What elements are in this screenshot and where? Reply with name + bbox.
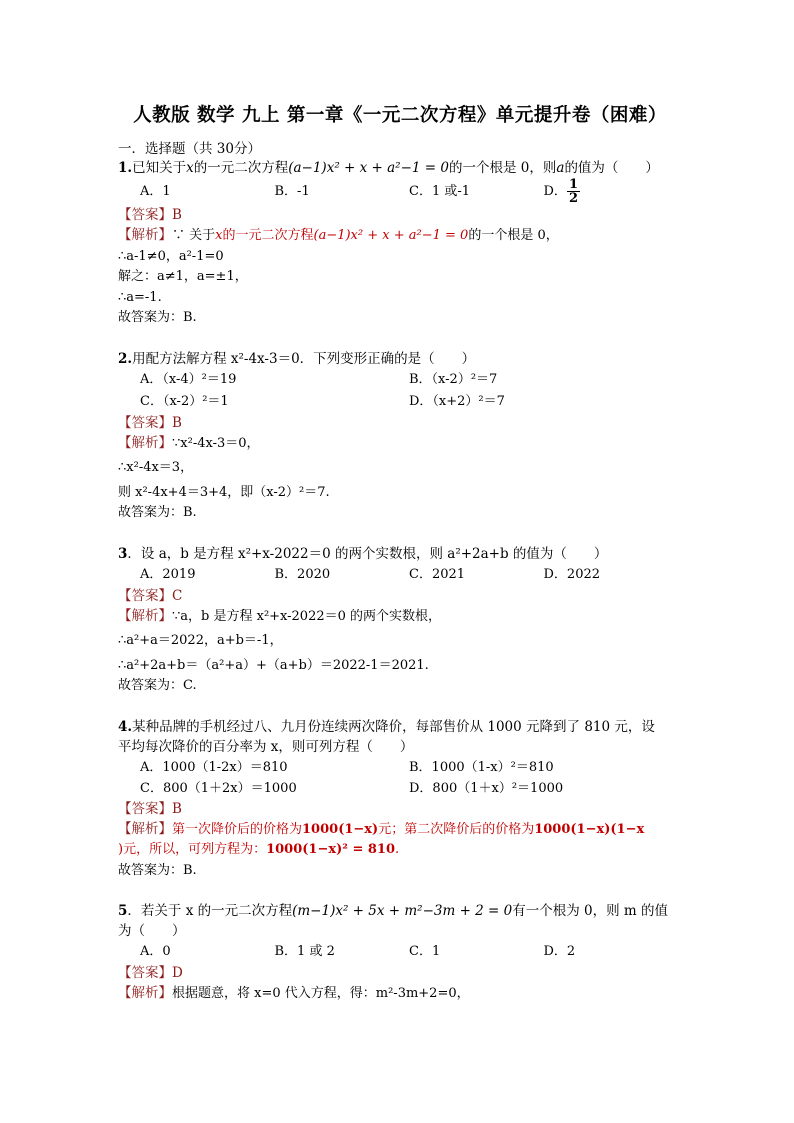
question-2: 2.用配方法解方程 x²-4x-3＝0．下列变形正确的是（ ） [118, 350, 476, 367]
analysis: 【解析】第一次降价后的价格为1000(1−x)元；第二次降价后的价格为1000(1−x)(1−x )元，所以，可列方程为：1000(1−x)² = 810. 故答案为：B. [118, 820, 645, 878]
question-3: 3．设 a，b 是方程 x²+x-2022＝0 的两个实数根，则 a²+2a+b 的值为（ ） [118, 545, 608, 562]
option-a: A．1000（1-2x）＝810 [140, 759, 288, 775]
option-a: A．1 [140, 183, 171, 199]
options [118, 369, 678, 391]
equation: (m−1)x² + 5x + m²−3m + 2 = 0 [292, 903, 513, 919]
fraction: $\frac{1}{2}$ [568, 177, 578, 206]
option-a: A．2019 [140, 566, 196, 582]
answer: 【答案】B [118, 207, 182, 223]
document-page [118, 104, 678, 1005]
analysis: 【解析】∵x²-4x-3＝0， ∴x²-4x＝3， 则 x²-4x+4＝3+4，即（x-2）²＝7. 故答案为：B. [118, 434, 330, 520]
analysis: 【解析】∵a，b 是方程 x²+x-2022＝0 的两个实数根， ∴a²+a＝2022，a+b＝-1， ∴a²+2a+b＝（a²+a）+（a+b）＝2022-1＝2021. 故答案为：C. [118, 607, 442, 693]
option-a: A．（x-4）²＝19 [140, 371, 237, 387]
options [118, 564, 678, 586]
option-d: D．2022 [543, 566, 601, 582]
options [118, 779, 678, 799]
option-b: B．1000（1-x）²＝810 [409, 759, 554, 775]
equation: (a−1)x² + x + a²−1 = 0 [288, 160, 449, 176]
options [118, 757, 678, 779]
option-d: D．（x+2）²＝7 [409, 393, 505, 409]
option-d: D．2 [543, 944, 576, 959]
answer: 【答案】B [118, 800, 182, 817]
options [118, 941, 678, 963]
answer: 【答案】B [118, 414, 182, 431]
answer: 【答案】D [118, 965, 183, 981]
option-a: A．0 [140, 944, 171, 959]
option-c: C．（x-2）²＝1 [140, 393, 229, 409]
question-5: 5．若关于 x 的一元二次方程(m−1)x² + 5x + m²−3m + 2 = 0有一个根为 0，则 m 的值 为（ ） [118, 903, 669, 939]
answer: 【答案】C [118, 587, 183, 604]
option-c: C．2021 [409, 566, 466, 582]
options [118, 391, 678, 413]
question-number: 1. [118, 160, 133, 176]
option-c: C．1 [409, 944, 441, 959]
option-c: C．1 或-1 [409, 183, 471, 199]
question-4: 4.某种品牌的手机经过八、九月份连续两次降价，每部售价从 1000 元降到了 810 元，设 平均每次降价的百分率为 x，则可列方程（ ） [118, 718, 655, 755]
question-1: 1.已知关于x的一元二次方程(a−1)x² + x + a²−1 = 0的一个根是 0，则a的值为（ ） [118, 160, 659, 176]
option-b: B．2020 [274, 566, 331, 582]
option-c: C．800（1＋2x）＝1000 [140, 780, 297, 796]
option-b: B．（x-2）²＝7 [409, 371, 498, 387]
option-d: D．800（1＋x）²＝1000 [409, 780, 564, 796]
option-d: D． $\frac{1}{2}$ [543, 177, 578, 206]
option-b: B．-1 [274, 183, 310, 199]
document-title: 人教版 数学 九上 第一章《一元二次方程》单元提升卷（困难） [133, 105, 667, 126]
analysis: 【解析】根据题意，将 x=0 代入方程，得：m²-3m+2=0， [118, 985, 470, 1001]
option-b: B．1 或 2 [274, 944, 335, 959]
options [118, 178, 678, 205]
analysis: 【解析】∵ 关于x的一元二次方程(a−1)x² + x + a²−1 = 0的一个根是 0， ∴a-1≠0，a²-1=0 解之：a≠1，a=±1， ∴a=-1. 故答案为：B. [118, 227, 559, 325]
section-heading: 一．选择题（共 30分） [118, 141, 261, 157]
